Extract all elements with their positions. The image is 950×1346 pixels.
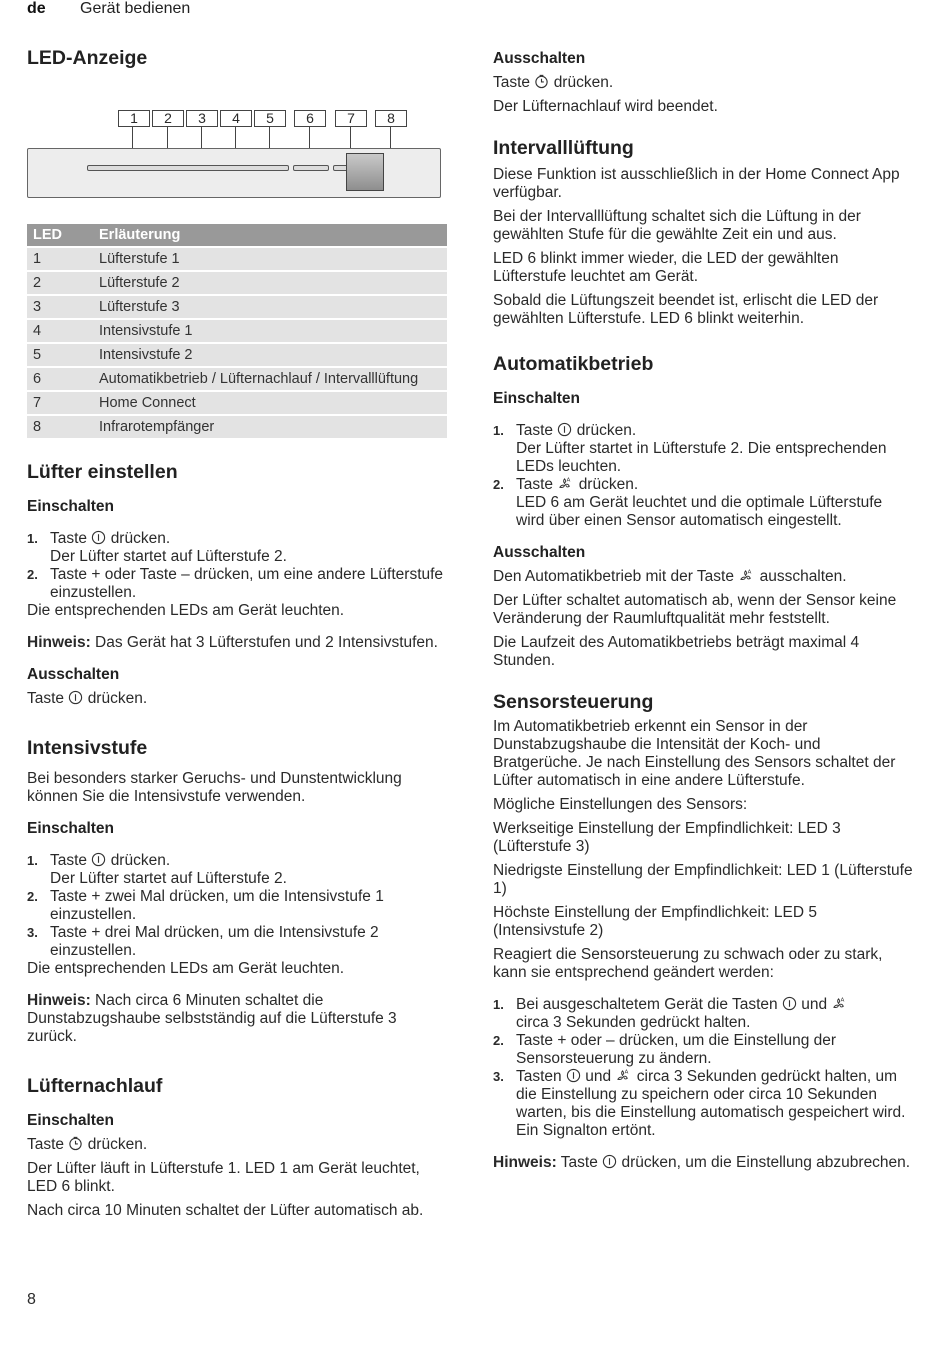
clock-icon: [534, 74, 549, 89]
step-text: Taste + drei Mal drücken, um die Intensivstufe 2 einzustellen.: [50, 924, 379, 959]
text: Taste: [27, 690, 65, 707]
cell: Lüfterstufe 1: [93, 248, 447, 270]
list-item: 1. Bei ausgeschaltetem Gerät die Tasten und A circa 3 Sekunden gedrückt halten.: [493, 996, 913, 1032]
off-text: [27, 690, 447, 708]
diagram-label-7: 7: [335, 110, 367, 127]
step-text: Taste + oder – drücken, um die Einstellung der Sensorsteuerung zu ändern.: [516, 1032, 837, 1067]
step-result: Der Lüfter startet in Lüfterstufe 2. Die entsprechenden LEDs leuchten.: [516, 440, 887, 475]
step-text: Taste: [50, 530, 88, 547]
table-row: [27, 392, 447, 414]
sensor-steps: [493, 996, 913, 1140]
interval-text-4: Sobald die Lüftungszeit beendet ist, erlischt die LED der gewählten Lüfterstufe. LED 6 blinkt weiterhin.: [493, 292, 879, 327]
hint-label: Hinweis:: [27, 992, 91, 1009]
hint-label: Hinweis:: [493, 1154, 557, 1171]
automatic-heading: Automatikbetrieb: [493, 353, 654, 375]
button-6: [293, 165, 329, 171]
cell: Automatikbetrieb / Lüfternachlauf / Intervalllüftung: [93, 368, 447, 390]
list-item: 2. Taste + oder Taste – drücken, um eine andere Lüfterstufe einzustellen.: [27, 566, 444, 601]
step-text: und: [801, 996, 828, 1013]
power-icon: [68, 690, 83, 705]
result-text: Die entsprechenden LEDs am Gerät leuchten.: [27, 960, 345, 977]
text: drücken.: [87, 690, 148, 707]
afterrun-ended-text: Der Lüfternachlauf wird beendet.: [493, 98, 718, 115]
auto-fan-icon: [738, 568, 755, 583]
step-result: Der Lüfter startet auf Lüfterstufe 2.: [50, 548, 287, 565]
table-row: [27, 248, 447, 270]
automatic-steps: [493, 422, 913, 530]
svg-text:A: A: [566, 477, 571, 484]
auto-fan-icon: [557, 476, 574, 491]
step-text: Tasten: [516, 1068, 562, 1085]
off-text: [493, 568, 913, 586]
cell: 2: [27, 272, 93, 294]
page-header: [27, 0, 191, 20]
cell: Infrarotempfänger: [93, 416, 447, 438]
table-header-explanation: Erläuterung: [93, 224, 447, 246]
switch-on-heading: Einschalten: [27, 1112, 114, 1129]
control-panel-diagram: [27, 82, 447, 210]
automatic-text-1: Der Lüfter schaltet automatisch ab, wenn der Sensor keine Veränderung der Raumluftqualität mehr feststellt.: [493, 592, 897, 627]
list-item: 1. Taste drücken. Der Lüfter startet auf Lüfterstufe 2.: [27, 852, 287, 887]
cell: 4: [27, 320, 93, 342]
sensor-text-4: Niedrigste Einstellung der Empfindlichkeit: LED 1 (Lüfterstufe 1): [493, 862, 913, 897]
list-item: 3. Taste + drei Mal drücken, um die Intensivstufe 2 einzustellen.: [27, 924, 379, 959]
table-row: [27, 368, 447, 390]
switch-off-heading: Ausschalten: [27, 666, 120, 683]
hint-text: Taste: [560, 1154, 598, 1171]
list-item: 3. Tasten und A circa 3 Sekunden gedrückt halten, um die Einstellung zu speichern oder circa 10 Sekunden warten, bis die Einstellung automatisch gespeichert wird. Ein Signalton ertönt.: [493, 1068, 906, 1139]
switch-off-heading: Ausschalten: [493, 50, 586, 67]
step-result: Ein Signalton ertönt.: [516, 1122, 656, 1139]
table-header-led: LED: [27, 224, 93, 246]
cell: Intensivstufe 1: [93, 320, 447, 342]
led-display-heading: LED-Anzeige: [27, 47, 148, 69]
on-text: [27, 1136, 447, 1154]
cell: 7: [27, 392, 93, 414]
step-text: drücken.: [578, 476, 639, 493]
cell: Home Connect: [93, 392, 447, 414]
step-text: Taste: [516, 476, 554, 493]
table-row: [27, 320, 447, 342]
step-text: Taste: [516, 422, 554, 439]
step-text: drücken.: [110, 852, 171, 869]
intensive-steps: [27, 852, 447, 960]
diagram-label-6: 6: [294, 110, 326, 127]
cell: Intensivstufe 2: [93, 344, 447, 366]
auto-fan-icon: [615, 1068, 632, 1083]
sensor-text-3: Werkseitige Einstellung der Empfindlichkeit: LED 3 (Lüfterstufe 3): [493, 820, 841, 855]
automatic-text-2: Die Laufzeit des Automatikbetriebs beträgt maximal 4 Stunden.: [493, 634, 860, 669]
step-text: drücken.: [576, 422, 637, 439]
text: drücken.: [553, 74, 614, 91]
sensor-text-2: Mögliche Einstellungen des Sensors:: [493, 796, 748, 813]
intensive-heading: Intensivstufe: [27, 737, 148, 759]
sensor-text-5: Höchste Einstellung der Empfindlichkeit: LED 5 (Intensivstufe 2): [493, 904, 817, 939]
off-text: [493, 74, 913, 92]
step-text: Taste + oder Taste – drücken, um eine andere Lüfterstufe einzustellen.: [50, 566, 444, 601]
svg-text:A: A: [747, 569, 752, 576]
step-result: Der Lüfter startet auf Lüfterstufe 2.: [50, 870, 287, 887]
step-text: circa 3 Sekunden gedrückt halten.: [516, 1014, 751, 1031]
diagram-label-2: 2: [152, 110, 184, 127]
afterrun-text-2: Nach circa 10 Minuten schaltet der Lüfter automatisch ab.: [27, 1202, 424, 1219]
section-title: Gerät bedienen: [80, 0, 191, 17]
switch-off-heading: Ausschalten: [493, 544, 586, 561]
power-icon: [566, 1068, 581, 1083]
hint-text: Das Gerät hat 3 Lüfterstufen und 2 Intensivstufen.: [95, 634, 438, 651]
cell: 6: [27, 368, 93, 390]
cell: 1: [27, 248, 93, 270]
interval-text-3: LED 6 blinkt immer wieder, die LED der gewählten Lüfterstufe leuchtet am Gerät.: [493, 250, 839, 285]
text: Taste: [27, 1136, 65, 1153]
hint-text: drücken, um die Einstellung abzubrechen.: [621, 1154, 911, 1171]
left-column: [27, 46, 447, 1220]
switch-on-heading: Einschalten: [27, 498, 114, 515]
sensor-text-1: Im Automatikbetrieb erkennt ein Sensor in der Dunstabzugshaube die Intensität der Koch- und Bratgerüche. Je nach Einstellung des Sensors schaltet der Lüfter automatisch in eine andere Lüfterstufe.: [493, 718, 896, 789]
svg-text:A: A: [624, 1069, 629, 1076]
step-text: drücken.: [110, 530, 171, 547]
switch-on-heading: Einschalten: [493, 390, 580, 407]
text: drücken.: [87, 1136, 148, 1153]
hint: [27, 634, 447, 652]
power-icon: [557, 422, 572, 437]
page-number: 8: [27, 1291, 36, 1308]
power-icon: [782, 996, 797, 1011]
power-icon: [602, 1154, 617, 1169]
list-item: 2. Taste + oder – drücken, um die Einstellung der Sensorsteuerung zu ändern.: [493, 1032, 837, 1067]
table-row: [27, 296, 447, 318]
hint-text: Nach circa 6 Minuten schaltet die Dunstabzugshaube selbstständig auf die Lüfterstufe 3 zurück.: [27, 992, 397, 1045]
intensive-intro: Bei besonders starker Geruchs- und Dunstentwicklung können Sie die Intensivstufe verwenden.: [27, 770, 402, 805]
text: Den Automatikbetrieb mit der Taste: [493, 568, 734, 585]
auto-fan-icon: [831, 996, 848, 1011]
clock-icon: [68, 1136, 83, 1151]
list-item: 2. Taste A drücken. LED 6 am Gerät leuchtet und die optimale Lüfterstufe wird über einen Sensor automatisch eingestellt.: [493, 476, 883, 529]
result-text: Die entsprechenden LEDs am Gerät leuchten.: [27, 602, 345, 619]
diagram-label-5: 5: [254, 110, 286, 127]
cell: 5: [27, 344, 93, 366]
language-code: de: [27, 0, 46, 17]
interval-heading: Intervalllüftung: [493, 137, 634, 159]
fan-steps: [27, 530, 447, 602]
hint: [27, 992, 447, 1046]
sensor-text-6: Reagiert die Sensorsteuerung zu schwach oder zu stark, kann sie entsprechend geändert werden:: [493, 946, 883, 981]
table-row: [27, 344, 447, 366]
step-text: Taste + zwei Mal drücken, um die Intensivstufe 1 einzustellen.: [50, 888, 384, 923]
step-text: und: [585, 1068, 612, 1085]
cell: Lüfterstufe 3: [93, 296, 447, 318]
table-row: [27, 272, 447, 294]
list-item: 1. Taste drücken. Der Lüfter startet auf Lüfterstufe 2.: [27, 530, 287, 565]
step-text: Bei ausgeschaltetem Gerät die Tasten: [516, 996, 778, 1013]
led-table: [27, 222, 447, 440]
interval-text-2: Bei der Intervalllüftung schaltet sich die Lüftung in der gewählten Stufe für die gewählte Zeit ein und aus.: [493, 208, 861, 243]
text: Taste: [493, 74, 531, 91]
interval-text-1: Diese Funktion ist ausschließlich in der Home Connect App verfügbar.: [493, 166, 900, 201]
infrared-receiver: [346, 153, 384, 191]
sensor-heading: Sensorsteuerung: [493, 691, 654, 713]
afterrun-heading: Lüfternachlauf: [27, 1075, 163, 1097]
afterrun-text-1: Der Lüfter läuft in Lüfterstufe 1. LED 1 am Gerät leuchtet, LED 6 blinkt.: [27, 1160, 420, 1195]
diagram-label-3: 3: [186, 110, 218, 127]
switch-on-heading: Einschalten: [27, 820, 114, 837]
svg-text:A: A: [840, 997, 845, 1004]
diagram-label-1: 1: [118, 110, 150, 127]
step-result: LED 6 am Gerät leuchtet und die optimale Lüfterstufe wird über einen Sensor automatisch eingestellt.: [516, 494, 883, 529]
list-item: 1. Taste drücken. Der Lüfter startet in Lüfterstufe 2. Die entsprechenden LEDs leuchten.: [493, 422, 887, 475]
list-item: 2. Taste + zwei Mal drücken, um die Intensivstufe 1 einzustellen.: [27, 888, 384, 923]
step-text: circa 3 Sekunden gedrückt halten, um die Einstellung zu speichern oder circa 10 Sekunden warten, bis die Einstellung automatisch gespeichert wird.: [516, 1068, 906, 1121]
diagram-label-4: 4: [220, 110, 252, 127]
diagram-label-8: 8: [375, 110, 407, 127]
hint: [493, 1154, 913, 1172]
cell: 3: [27, 296, 93, 318]
power-icon: [91, 852, 106, 867]
fan-setting-heading: Lüfter einstellen: [27, 461, 178, 483]
text: ausschalten.: [759, 568, 847, 585]
hint-label: Hinweis:: [27, 634, 91, 651]
cell: 8: [27, 416, 93, 438]
right-column: [493, 50, 913, 1172]
step-text: Taste: [50, 852, 88, 869]
fan-buttons-strip: [87, 165, 289, 171]
power-icon: [91, 530, 106, 545]
cell: Lüfterstufe 2: [93, 272, 447, 294]
table-row: [27, 416, 447, 438]
